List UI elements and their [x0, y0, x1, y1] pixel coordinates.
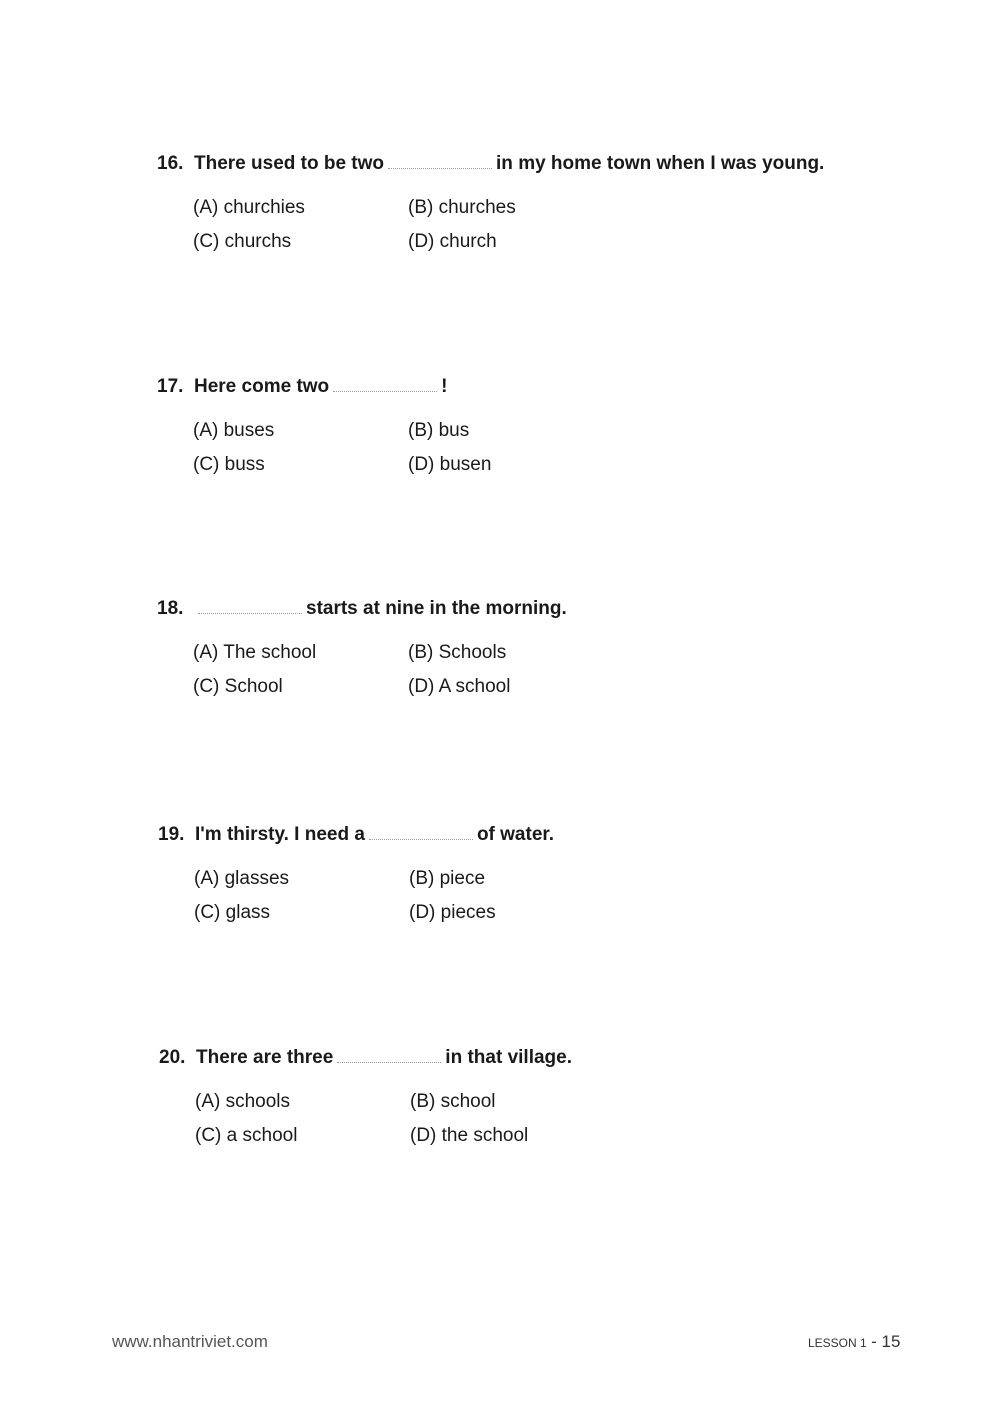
answer-blank	[198, 599, 302, 614]
option-a[interactable]: (A) churchies	[193, 197, 305, 218]
page-number	[808, 1332, 900, 1352]
question-number: 18.	[157, 598, 184, 619]
lesson-label: LESSON 1	[808, 1336, 867, 1350]
option-b[interactable]: (B) school	[410, 1091, 496, 1112]
option-a[interactable]: (A) glasses	[194, 868, 290, 889]
option-d[interactable]: (D) the school	[410, 1125, 529, 1146]
question-18	[157, 597, 917, 709]
option-b[interactable]: (B) bus	[408, 420, 470, 441]
question-text: There used to be two	[194, 153, 385, 174]
question-text: I'm thirsty. I need a	[195, 824, 365, 845]
answer-blank	[369, 825, 473, 840]
option-c[interactable]: (C) buss	[193, 454, 265, 475]
option-c[interactable]: (C) glass	[194, 902, 271, 923]
question-19	[158, 823, 918, 935]
question-text: !	[441, 376, 448, 397]
option-b[interactable]: (B) churches	[408, 197, 516, 218]
question-text: Here come two	[194, 376, 330, 397]
option-c[interactable]: (C) churchs	[193, 231, 292, 252]
footer-website: www.nhantriviet.com	[112, 1332, 268, 1351]
question-number: 19.	[158, 824, 185, 845]
question-text: of water.	[476, 824, 555, 845]
question-text: There are three	[196, 1047, 334, 1068]
option-a[interactable]: (A) buses	[193, 420, 275, 441]
option-a[interactable]: (A) The school	[193, 642, 317, 663]
question-16	[157, 152, 917, 264]
answer-blank	[337, 1048, 441, 1063]
question-20	[159, 1046, 919, 1158]
question-text: starts at nine in the morning.	[306, 598, 567, 619]
option-d[interactable]: (D) A school	[408, 676, 511, 697]
option-d[interactable]: (D) church	[408, 231, 497, 252]
question-text: in that village.	[445, 1047, 572, 1068]
page-label: - 15	[871, 1332, 901, 1351]
option-a[interactable]: (A) schools	[195, 1091, 291, 1112]
option-b[interactable]: (B) Schools	[408, 642, 507, 663]
question-17	[157, 375, 917, 487]
question-text: in my home town when I was young.	[496, 153, 825, 174]
answer-blank	[388, 154, 492, 169]
answer-blank	[333, 377, 437, 392]
option-d[interactable]: (D) pieces	[409, 902, 496, 923]
question-number: 17.	[157, 376, 184, 397]
option-c[interactable]: (C) School	[193, 676, 283, 697]
option-d[interactable]: (D) busen	[408, 454, 492, 475]
option-c[interactable]: (C) a school	[195, 1125, 298, 1146]
question-number: 16.	[157, 153, 184, 174]
question-number: 20.	[159, 1047, 186, 1068]
option-b[interactable]: (B) piece	[409, 868, 486, 889]
